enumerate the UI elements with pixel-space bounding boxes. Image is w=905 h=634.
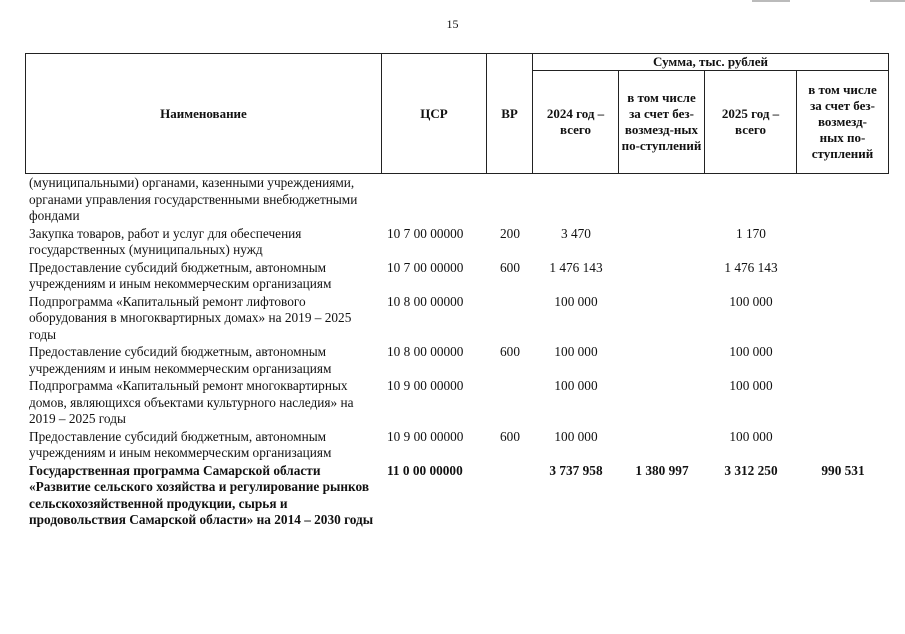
cell-v2024: 3 470 (561, 225, 591, 241)
header-name: Наименование (26, 54, 382, 174)
table-row (25, 175, 888, 226)
page-number: 15 (446, 17, 459, 31)
cell-g2024 (618, 344, 704, 378)
cell-v2025: 3 312 250 (724, 462, 778, 478)
scan-edge-mark (752, 0, 790, 2)
cell-g2024 (618, 260, 704, 294)
cell-name: Подпрограмма «Капитальный ремонт многоквартирных домов, являющихся объектами культурного наследия» на 2019 – 2025 годы (29, 378, 354, 426)
cell-vr: 600 (500, 259, 520, 275)
cell-vr: 600 (500, 428, 520, 444)
cell-v2024: 100 000 (554, 293, 598, 309)
cell-v2024: 3 737 958 (549, 462, 603, 478)
cell-g2025: 990 531 (821, 462, 865, 478)
cell-g2025 (796, 344, 888, 378)
cell-name: Предоставление субсидий бюджетным, автономным учреждениям и иным некоммерческим организациям (29, 259, 332, 291)
cell-v2025: 100 000 (729, 428, 773, 444)
cell-v2024 (532, 175, 618, 226)
budget-table (25, 175, 888, 530)
header-sum-group: Сумма, тыс. рублей (533, 54, 889, 71)
cell-g2025 (796, 226, 888, 260)
cell-v2025: 100 000 (729, 293, 773, 309)
cell-csr: 11 0 00 00000 (387, 462, 463, 478)
cell-csr: 10 9 00 00000 (387, 378, 464, 393)
table-row (25, 344, 888, 378)
cell-v2025: 100 000 (729, 378, 773, 393)
table-row (25, 378, 888, 429)
cell-vr (486, 175, 532, 226)
cell-g2024 (618, 378, 704, 429)
cell-name: Подпрограмма «Капитальный ремонт лифтового оборудования в многоквартирных домах» на 2019 – 2025 годы (29, 293, 352, 342)
cell-vr (486, 378, 532, 429)
cell-g2025 (796, 294, 888, 345)
cell-v2024: 100 000 (554, 344, 598, 359)
cell-v2024: 1 476 143 (549, 259, 603, 275)
header-vr: ВР (487, 54, 533, 174)
table-row (25, 463, 888, 530)
cell-csr: 10 8 00 00000 (387, 293, 464, 309)
scan-edge-mark (870, 0, 905, 2)
cell-v2025 (704, 175, 796, 226)
cell-g2025 (796, 175, 888, 226)
cell-g2025 (796, 260, 888, 294)
cell-g2024 (618, 226, 704, 260)
table-row (25, 226, 888, 260)
table-header (25, 53, 889, 174)
cell-name: (муниципальными) органами, казенными учреждениями, органами управления государственными внебюджетными фондами (29, 175, 358, 223)
cell-vr (486, 463, 532, 530)
cell-g2024: 1 380 997 (635, 462, 689, 478)
table-row (25, 260, 888, 294)
cell-g2024 (618, 175, 704, 226)
cell-g2024 (618, 294, 704, 345)
cell-csr: 10 7 00 00000 (387, 259, 464, 275)
cell-name: Предоставление субсидий бюджетным, автономным учреждениям и иным некоммерческим организациям (29, 428, 332, 460)
cell-vr: 200 (500, 225, 520, 241)
header-csr: ЦСР (382, 54, 487, 174)
cell-v2025: 100 000 (729, 344, 773, 359)
header-2025-total: 2025 год – всего (705, 71, 797, 174)
cell-csr: 10 7 00 00000 (387, 225, 464, 241)
table-row (25, 294, 888, 345)
cell-g2025 (796, 429, 888, 463)
cell-g2025 (796, 378, 888, 429)
cell-name: Закупка товаров, работ и услуг для обеспечения государственных (муниципальных) нужд (29, 225, 302, 257)
cell-name: Государственная программа Самарской области «Развитие сельского хозяйства и регулирование рынков сельскохозяйственной продукции, сырья и продовольствия Самарской области» на 2014 – 2030 годы (29, 462, 374, 527)
cell-v2025: 1 170 (736, 225, 766, 241)
cell-g2024 (618, 429, 704, 463)
cell-v2024: 100 000 (554, 378, 598, 393)
cell-vr (486, 294, 532, 345)
header-2024-grants: в том числе за счет без-возмезд-ных по-ступлений (619, 71, 705, 174)
cell-vr: 600 (500, 344, 520, 359)
cell-name: Предоставление субсидий бюджетным, автономным учреждениям и иным некоммерческим организациям (29, 344, 332, 376)
header-2024-total: 2024 год – всего (533, 71, 619, 174)
cell-v2025: 1 476 143 (724, 259, 778, 275)
table-row (25, 429, 888, 463)
cell-csr (381, 175, 486, 226)
cell-v2024: 100 000 (554, 428, 598, 444)
cell-csr: 10 9 00 00000 (387, 428, 464, 444)
cell-csr: 10 8 00 00000 (387, 344, 464, 359)
header-2025-grants: в том числе за счет без-возмезд-ных по-ступлений (797, 71, 889, 174)
